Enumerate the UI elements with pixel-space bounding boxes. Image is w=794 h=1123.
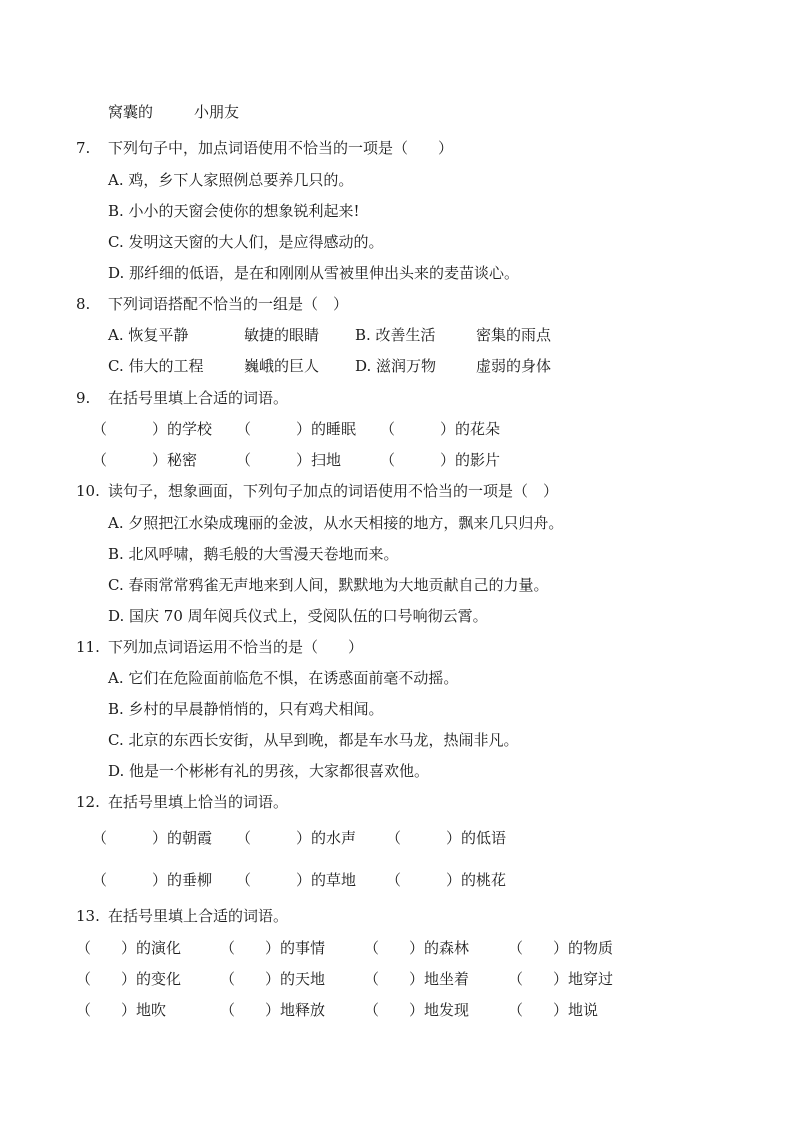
question-8-c1: C. 伟大的工程 <box>108 357 204 375</box>
question-9-blank-4: （ ）秘密 <box>92 451 198 469</box>
question-8-stem: 下列词语搭配不恰当的一组是（ ） <box>108 295 349 313</box>
question-10-option-b: B. 北风呼啸，鹅毛般的大雪漫天卷地而来。 <box>108 545 399 563</box>
question-13-blank-9: （ ）地吹 <box>76 1001 167 1019</box>
question-13-blank-3: （ ）的森林 <box>364 939 470 957</box>
question-13-blank-5: （ ）的变化 <box>76 970 182 988</box>
question-12-blank-5: （ ）的草地 <box>236 871 357 889</box>
question-8-d1: D. 滋润万物 <box>355 357 437 375</box>
question-13-blank-7: （ ）地坐着 <box>364 970 470 988</box>
question-11-option-a: A. 它们在危险面前临危不惧，在诱惑面前毫不动摇。 <box>108 669 459 687</box>
question-10-option-c: C. 春雨常常鸦雀无声地来到人间，默默地为大地贡献自己的力量。 <box>108 576 549 594</box>
question-11-number: 11. <box>76 638 100 656</box>
question-9-blank-6: （ ）的影片 <box>380 451 501 469</box>
question-8-d2: 虚弱的身体 <box>476 357 552 375</box>
question-13-blank-4: （ ）的物质 <box>508 939 614 957</box>
question-9-number: 9. <box>76 389 91 407</box>
question-9-blank-3: （ ）的花朵 <box>380 420 501 438</box>
question-10-stem: 读句子，想象画面，下列句子加点的词语使用不恰当的一项是（ ） <box>108 482 559 500</box>
question-7-option-d: D. 那纤细的低语，是在和刚刚从雪被里伸出头来的麦苗谈心。 <box>108 264 520 282</box>
question-12-stem: 在括号里填上恰当的词语。 <box>108 793 289 811</box>
question-11-option-d: D. 他是一个彬彬有礼的男孩，大家都很喜欢他。 <box>108 762 430 780</box>
question-12-number: 12. <box>76 793 100 811</box>
question-7-number: 7. <box>76 139 91 157</box>
question-11-stem: 下列加点词语运用不恰当的是（ ） <box>108 638 364 656</box>
question-10-option-d: D. 国庆 70 周年阅兵仪式上，受阅队伍的口号响彻云霄。 <box>108 607 488 625</box>
question-7-option-a: A. 鸡，乡下人家照例总要养几只的。 <box>108 171 354 189</box>
question-13-number: 13. <box>76 907 100 925</box>
question-10-option-a: A. 夕照把江水染成瑰丽的金波，从水天相接的地方，飘来几只归舟。 <box>108 514 564 532</box>
question-13-blank-1: （ ）的演化 <box>76 939 182 957</box>
question-11-option-b: B. 乡村的早晨静悄悄的，只有鸡犬相闻。 <box>108 700 384 718</box>
word-wonang: 窝囊的 <box>108 103 154 121</box>
question-8-b2: 密集的雨点 <box>476 326 552 344</box>
question-13-blank-10: （ ）地释放 <box>220 1001 326 1019</box>
question-13-blank-8: （ ）地穿过 <box>508 970 614 988</box>
question-7-option-b: B. 小小的天窗会使你的想象锐利起来! <box>108 202 360 220</box>
question-9-stem: 在括号里填上合适的词语。 <box>108 389 289 407</box>
question-13-blank-12: （ ）地说 <box>508 1001 599 1019</box>
question-9-blank-2: （ ）的睡眠 <box>236 420 357 438</box>
question-8-a2: 敏捷的眼睛 <box>244 326 320 344</box>
question-13-stem: 在括号里填上合适的词语。 <box>108 907 289 925</box>
question-7-stem: 下列句子中，加点词语使用不恰当的一项是（ ） <box>108 139 454 157</box>
word-xiaopengyou: 小朋友 <box>194 103 240 121</box>
question-7-option-c: C. 发明这天窗的大人们，是应得感动的。 <box>108 233 384 251</box>
question-12-blank-4: （ ）的垂柳 <box>92 871 213 889</box>
question-8-a1: A. 恢复平静 <box>108 326 189 344</box>
question-12-blank-6: （ ）的桃花 <box>386 871 507 889</box>
question-13-blank-11: （ ）地发现 <box>364 1001 470 1019</box>
question-13-blank-6: （ ）的天地 <box>220 970 326 988</box>
question-8-b1: B. 改善生活 <box>355 326 436 344</box>
question-13-blank-2: （ ）的事情 <box>220 939 326 957</box>
question-9-blank-1: （ ）的学校 <box>92 420 213 438</box>
question-12-blank-2: （ ）的水声 <box>236 829 357 847</box>
question-8-c2: 巍峨的巨人 <box>244 357 320 375</box>
question-12-blank-3: （ ）的低语 <box>386 829 507 847</box>
question-10-number: 10. <box>76 482 100 500</box>
question-9-blank-5: （ ）扫地 <box>236 451 342 469</box>
question-8-number: 8. <box>76 295 91 313</box>
question-12-blank-1: （ ）的朝霞 <box>92 829 213 847</box>
question-11-option-c: C. 北京的东西长安街，从早到晚，都是车水马龙，热闹非凡。 <box>108 731 519 749</box>
